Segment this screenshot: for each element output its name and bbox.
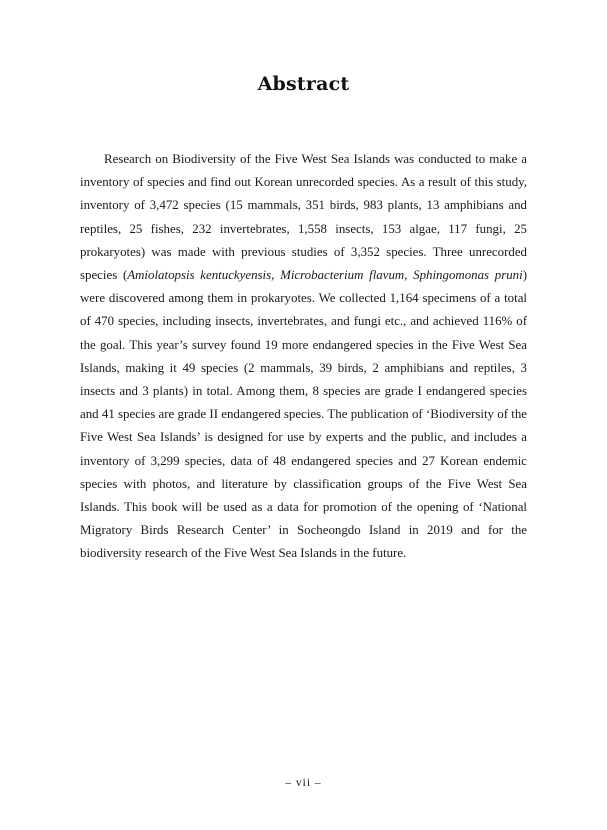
page-title: Abstract — [257, 72, 350, 95]
abstract-text-part-2: ) were discovered among them in prokaryotes. We collected 1,164 specimens of a total of 470 species, including insects, invertebrates, and fungi etc., and achieved 116% of the goal. This year’s survey found 19 more endangered species in the Five West Sea Islands, making it 49 species (2 mammals, 39 birds, 2 amphibians and reptiles, 3 insects and 3 plants) in total. Among them, 8 species are grade I endangered species and 41 species are grade II endangered species. The publication of ‘Biodiversity of the Five West Sea Islands’ is designed for use by experts and the public, and includes a inventory of 3,299 species, data of 48 endangered species and 27 Korean endemic species with photos, and literature by classification groups of the Five West Sea Islands. This book will be used as a data for promotion of the opening of ‘National Migratory Birds Research Center’ in Socheongdo Island in 2019 and for the biodiversity research of the Five West Sea Islands in the future. — [80, 268, 528, 561]
unrecorded-species-names: Amiolatopsis kentuckyensis, Microbacterium flavum, Sphingomonas pruni — [127, 268, 523, 283]
abstract-text-part-1: Research on Biodiversity of the Five West Sea Islands was conducted to make a inventory of species and find out Korean unrecorded species. As a result of this study, inventory of 3,472 species (15 mammals, 351 birds, 983 plants, 13 amphibians and reptiles, 25 fishes, 232 invertebrates, 1,558 insects, 153 algae, 117 fungi, 25 prokaryotes) was made with previous studies of 3,352 species. Three unrecorded species ( — [80, 152, 527, 283]
page-number: – vii – — [285, 777, 322, 789]
abstract-paragraph — [80, 148, 527, 566]
